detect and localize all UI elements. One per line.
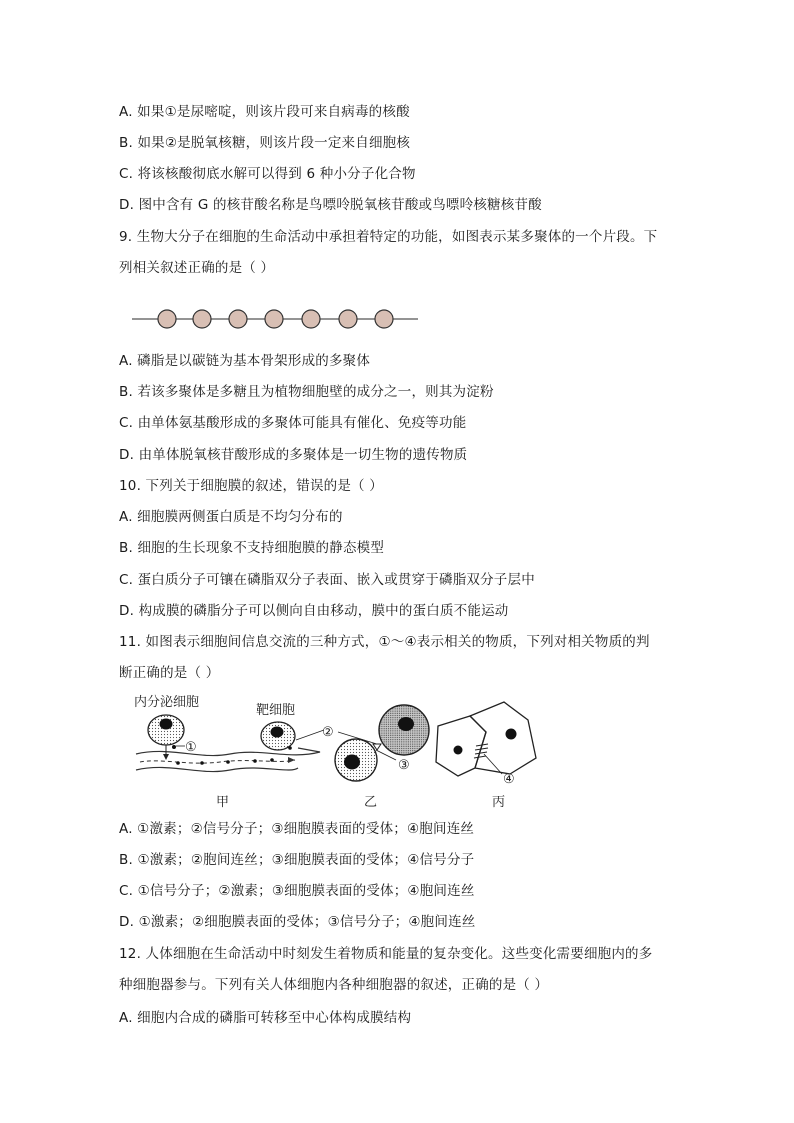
caption-yi: 乙 (364, 795, 378, 810)
marker-4: ④ (503, 772, 515, 787)
q9-option-b: B. 若该多聚体是多糖且为植物细胞壁的成分之一，则其为淀粉 (119, 384, 494, 400)
q9-option-a: A. 磷脂是以碳链为基本骨架形成的多聚体 (119, 353, 371, 369)
left-cell-nucleus (454, 746, 463, 755)
monomer-circle (229, 310, 247, 328)
monomer-circle (375, 310, 393, 328)
marker-1: ① (185, 740, 197, 755)
q10-stem: 10. 下列关于细胞膜的叙述，错误的是（ ） (119, 478, 383, 494)
target-nucleus (271, 727, 284, 738)
caption-jia: 甲 (216, 795, 230, 810)
monomer-circle (302, 310, 320, 328)
q9-option-c: C. 由单体氨基酸形成的多聚体可能具有催化、免疫等功能 (119, 415, 467, 431)
q8-option-c: C. 将该核酸彻底水解可以得到 6 种小分子化合物 (119, 166, 416, 182)
plant-cell-right (470, 702, 536, 774)
hormone-dot (226, 760, 230, 764)
right-cell-nucleus (506, 729, 517, 740)
marker-2: ② (322, 725, 334, 740)
q9-stem-line2: 列相关叙述正确的是（ ） (119, 260, 275, 276)
q11-option-b: B. ①激素；②胞间连丝；③细胞膜表面的受体；④信号分子 (119, 852, 475, 868)
monomer-circle (339, 310, 357, 328)
polymer-chain-figure (130, 302, 422, 336)
hormone-dot (270, 758, 274, 762)
q12-option-a: A. 细胞内合成的磷脂可转移至中心体构成膜结构 (119, 1010, 412, 1026)
q8-option-b: B. 如果②是脱氧核糖，则该片段一定来自细胞核 (119, 135, 411, 151)
q8-option-a: A. 如果①是尿嘧啶，则该片段可来自病毒的核酸 (119, 104, 410, 120)
q9-stem-line1: 9. 生物大分子在细胞的生命活动中承担着特定的功能，如图表示某多聚体的一个片段。下 (119, 229, 658, 245)
target-cell-label: 靶细胞 (256, 703, 296, 718)
monomer-circle (265, 310, 283, 328)
caption-bing: 丙 (492, 795, 506, 810)
q10-option-c: C. 蛋白质分子可镶在磷脂双分子表面、嵌入或贯穿于磷脂双分子层中 (119, 572, 535, 588)
endocrine-cell-label: 内分泌细胞 (134, 695, 200, 710)
q9-option-d: D. 由单体脱氧核苷酸形成的多聚体是一切生物的遗传物质 (119, 447, 468, 463)
marker-3: ③ (398, 758, 410, 773)
monomer-circle (193, 310, 211, 328)
q11-stem-line1: 11. 如图表示细胞间信息交流的三种方式，①～④表示相关的物质，下列对相关物质的判 (119, 634, 650, 650)
flow-arrowhead (288, 757, 295, 763)
q10-option-b: B. 细胞的生长现象不支持细胞膜的静态模型 (119, 540, 385, 556)
hormone-dot (288, 746, 292, 750)
q8-option-d: D. 图中含有 G 的核苷酸名称是鸟嘌呤脱氧核苷酸或鸟嘌呤核糖核苷酸 (119, 197, 542, 213)
hormone-dot (176, 761, 180, 765)
hormone-dot (200, 761, 204, 765)
cell-communication-figure (130, 688, 550, 814)
hormone-dot (172, 745, 176, 749)
marker2-pointer-left (296, 730, 324, 740)
q11-option-c: C. ①信号分子；②激素；③细胞膜表面的受体；④胞间连丝 (119, 883, 475, 899)
receiving-cell-nucleus (344, 755, 360, 770)
signaling-cell-nucleus (398, 717, 414, 731)
q12-stem-line1: 12. 人体细胞在生命活动中时刻发生着物质和能量的复杂变化。这些变化需要细胞内的多 (119, 946, 653, 962)
secretion-arrowhead (163, 754, 169, 760)
q12-stem-line2: 种细胞器参与。下列有关人体细胞内各种细胞器的叙述，正确的是（ ） (119, 977, 549, 993)
q10-option-d: D. 构成膜的磷脂分子可以侧向自由移动，膜中的蛋白质不能运动 (119, 603, 509, 619)
q11-stem-line2: 断正确的是（ ） (119, 665, 220, 681)
hormone-dot (253, 759, 257, 763)
monomer-circle (158, 310, 176, 328)
endocrine-nucleus (160, 719, 173, 730)
q10-option-a: A. 细胞膜两侧蛋白质是不均匀分布的 (119, 509, 343, 525)
q11-option-a: A. ①激素；②信号分子；③细胞膜表面的受体；④胞间连丝 (119, 821, 475, 837)
blood-vessel-lower-wall (136, 767, 298, 771)
q11-option-d: D. ①激素；②细胞膜表面的受体；③信号分子；④胞间连丝 (119, 914, 476, 930)
